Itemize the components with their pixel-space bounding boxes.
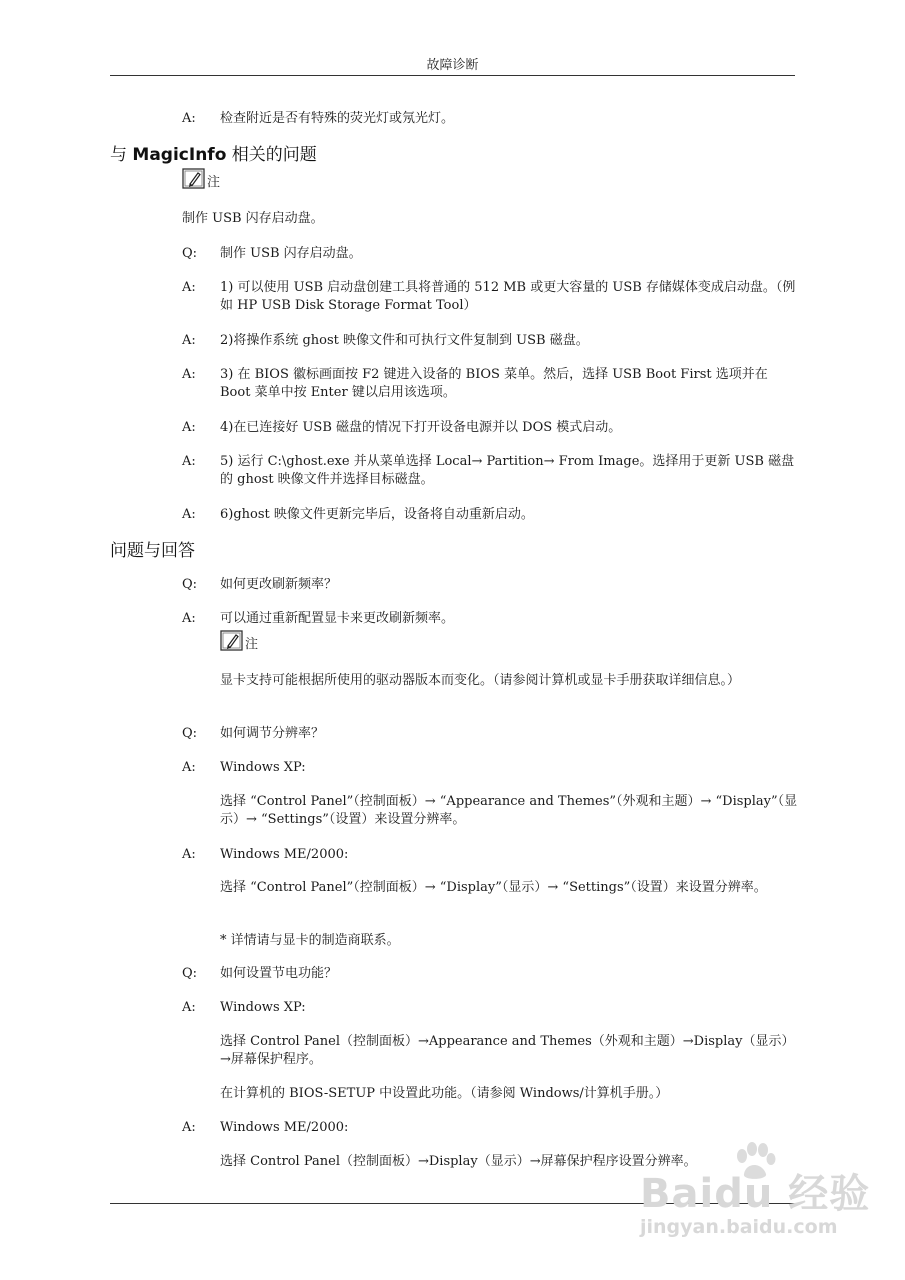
instruction-text: 选择 “Control Panel”（控制面板）→ “Appearance and Themes”（外观和主题）→ “Display”（显示）→ “Settings”（设置）来设置分辨率。 [220, 794, 798, 827]
question-text: 如何更改刷新频率？ [220, 577, 338, 592]
answer-text: 1) 可以使用 USB 启动盘创建工具将普通的 512 MB 或更大容量的 USB 存储媒体变成启动盘。（例如 HP USB Disk Storage Format Tool） [220, 280, 796, 313]
baidu-watermark [640, 1140, 890, 1270]
note-block [182, 168, 220, 194]
section-intro: 制作 USB 闪存启动盘。 [182, 211, 324, 226]
question-text: 制作 USB 闪存启动盘。 [220, 246, 362, 261]
note-label: 注 [245, 637, 259, 652]
instruction-text: 选择 Control Panel（控制面板）→Appearance and Themes（外观和主题）→Display（显示）→屏幕保护程序。 [220, 1034, 795, 1067]
section-heading-faq: 问题与回答 [110, 541, 195, 561]
answer-tag: A: [182, 280, 196, 295]
note-label: 注 [207, 175, 221, 190]
answer-text: Windows ME/2000: [220, 1120, 349, 1135]
watermark-url: jingyan.baidu.com [640, 1216, 838, 1238]
section-heading-bold: MagicInfo [132, 145, 227, 165]
answer-tag: A: [182, 847, 196, 862]
question-text: 如何调节分辨率？ [220, 726, 325, 741]
watermark-logo: Baidu 经验 [640, 1171, 871, 1217]
answer-tag: A: [182, 507, 196, 522]
instruction-text: 在计算机的 BIOS-SETUP 中设置此功能。（请参阅 Windows/计算机手册。） [220, 1086, 669, 1101]
header-rule [110, 75, 795, 76]
answer-text: 4)在已连接好 USB 磁盘的情况下打开设备电源并以 DOS 模式启动。 [220, 420, 622, 435]
answer-text: 5) 运行 C:\ghost.exe 并从菜单选择 Local→ Partition→ From Image。选择用于更新 USB 磁盘的 ghost 映像文件并选择目标磁盘。 [220, 454, 795, 487]
note-pencil-icon [182, 168, 206, 190]
section-heading-magicinfo [110, 144, 317, 166]
answer-tag: A: [182, 1120, 196, 1135]
section-heading-prefix: 与 [110, 145, 133, 165]
answer-tag: A: [182, 1000, 196, 1015]
note-pencil-icon [220, 630, 244, 652]
question-tag: Q: [182, 966, 198, 981]
page-header-title: 故障诊断 [426, 58, 479, 73]
answer-text: Windows XP: [220, 760, 306, 775]
question-tag: Q: [182, 726, 198, 741]
answer-tag: A: [182, 454, 196, 469]
question-tag: Q: [182, 577, 198, 592]
question-text: 如何设置节电功能？ [220, 966, 338, 981]
question-tag: Q: [182, 246, 198, 261]
section-heading-suffix: 相关的问题 [226, 145, 317, 165]
footnote-text: * 详情请与显卡的制造商联系。 [220, 933, 400, 948]
answer-text: 检查附近是否有特殊的荧光灯或氖光灯。 [220, 111, 455, 126]
instruction-text: 选择 Control Panel（控制面板）→Display（显示）→屏幕保护程序设置分辨率。 [220, 1154, 697, 1169]
note-text: 显卡支持可能根据所使用的驱动器版本而变化。（请参阅计算机或显卡手册获取详细信息。） [220, 673, 741, 688]
answer-tag: A: [182, 760, 196, 775]
answer-tag: A: [182, 367, 196, 382]
answer-text: 可以通过重新配置显卡来更改刷新频率。 [220, 611, 455, 626]
note-block [220, 630, 258, 656]
answer-tag: A: [182, 333, 196, 348]
answer-tag: A: [182, 111, 196, 126]
answer-text: Windows XP: [220, 1000, 306, 1015]
answer-tag: A: [182, 611, 196, 626]
answer-text: Windows ME/2000: [220, 847, 349, 862]
answer-text: 2)将操作系统 ghost 映像文件和可执行文件复制到 USB 磁盘。 [220, 333, 589, 348]
answer-text: 3) 在 BIOS 徽标画面按 F2 键进入设备的 BIOS 菜单。然后，选择 USB Boot First 选项并在 Boot 菜单中按 Enter 键以启用该选项。 [220, 367, 768, 400]
instruction-text: 选择 “Control Panel”（控制面板）→ “Display”（显示）→ “Settings”（设置）来设置分辨率。 [220, 880, 767, 895]
answer-text: 6)ghost 映像文件更新完毕后，设备将自动重新启动。 [220, 507, 534, 522]
answer-tag: A: [182, 420, 196, 435]
